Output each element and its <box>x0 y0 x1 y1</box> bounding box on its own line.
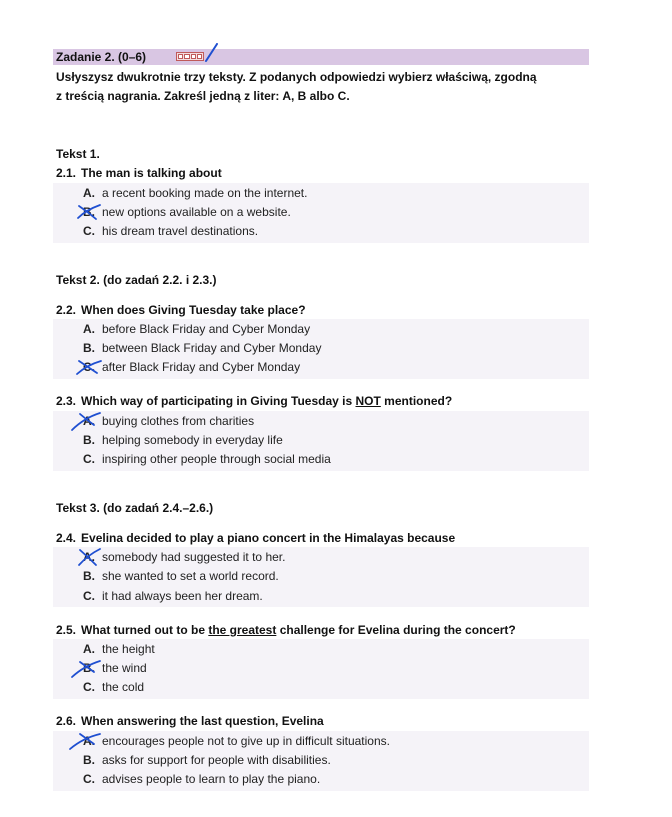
task-title: Zadanie 2. (0–6) <box>56 50 147 64</box>
text-1-heading: Tekst 1. <box>56 147 100 161</box>
option-2-6-c[interactable]: C. advises people to learn to play the piano. <box>83 772 321 786</box>
option-2-6-b[interactable]: B. asks for support for people with disabilities. <box>83 753 331 767</box>
text-3-heading: Tekst 3. (do zadań 2.4.–2.6.) <box>56 501 214 515</box>
question-2-2: 2.2. When does Giving Tuesday take place? <box>56 303 306 317</box>
option-2-2-b[interactable]: B. between Black Friday and Cyber Monday <box>83 341 322 355</box>
option-2-5-b[interactable]: B. the wind <box>83 661 147 675</box>
option-2-1-c[interactable]: C. his dream travel destinations. <box>83 224 259 238</box>
option-2-4-c[interactable]: C. it had always been her dream. <box>83 589 263 603</box>
option-2-3-b[interactable]: B. helping somebody in everyday life <box>83 433 283 447</box>
question-2-1: 2.1. The man is talking about <box>56 166 222 180</box>
cross-mark-icon <box>76 546 102 568</box>
cross-mark-icon <box>70 410 102 432</box>
cross-mark-icon <box>70 658 102 680</box>
question-2-3: 2.3. Which way of participating in Giving Tuesday is NOT mentioned? <box>56 394 453 408</box>
option-2-2-c[interactable]: C. after Black Friday and Cyber Monday <box>83 360 301 374</box>
option-2-4-a[interactable]: A. somebody had suggested it to her. <box>83 550 286 564</box>
question-2-5: 2.5. What turned out to be the greatest challenge for Evelina during the concert? <box>56 623 516 637</box>
option-2-1-a[interactable]: A. a recent booking made on the internet. <box>83 186 308 200</box>
option-2-6-a[interactable]: A. encourages people not to give up in difficult situations. <box>83 734 390 748</box>
question-2-4: 2.4. Evelina decided to play a piano concert in the Himalayas because <box>56 531 456 545</box>
option-2-5-a[interactable]: A. the height <box>83 642 155 656</box>
points-box <box>176 52 204 61</box>
instructions-line-1: Usłyszysz dwukrotnie trzy teksty. Z podanych odpowiedzi wybierz właściwą, zgodną <box>56 70 537 84</box>
pen-mark-icon <box>203 43 219 65</box>
cross-mark-icon <box>76 202 102 222</box>
instructions-line-2: z treścią nagrania. Zakreśl jedną z liter: A, B albo C. <box>56 89 350 103</box>
option-2-4-b[interactable]: B. she wanted to set a world record. <box>83 569 279 583</box>
option-2-1-b[interactable]: B. new options available on a website. <box>83 205 291 219</box>
option-2-3-c[interactable]: C. inspiring other people through social media <box>83 452 331 466</box>
option-2-2-a[interactable]: A. before Black Friday and Cyber Monday <box>83 322 311 336</box>
cross-mark-icon <box>75 357 103 377</box>
text-2-heading: Tekst 2. (do zadań 2.2. i 2.3.) <box>56 273 217 287</box>
option-2-5-c[interactable]: C. the cold <box>83 680 145 694</box>
cross-mark-icon <box>68 730 102 752</box>
option-2-3-a[interactable]: A. buying clothes from charities <box>83 414 255 428</box>
instructions <box>56 68 596 106</box>
question-2-6: 2.6. When answering the last question, Evelina <box>56 714 324 728</box>
